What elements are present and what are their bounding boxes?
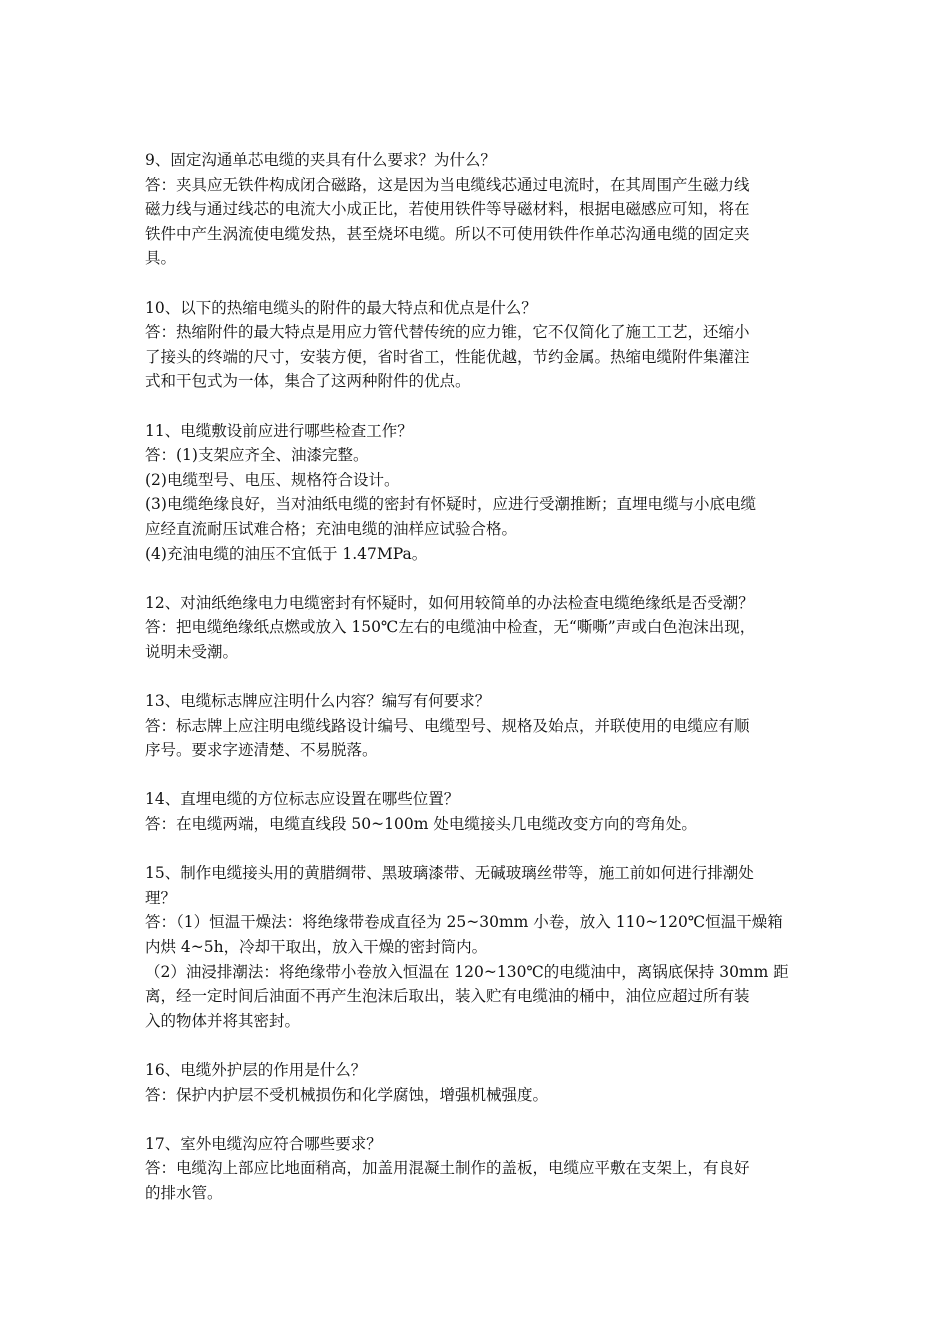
- document-page: [145, 148, 825, 1230]
- question-line: 17、室外电缆沟应符合哪些要求？: [145, 1134, 382, 1153]
- qa-section-16: [145, 1058, 825, 1107]
- qa-section-9: [145, 148, 825, 271]
- answer-line: （2）油浸排潮法：将绝缘带小卷放入恒温在 120~130℃的电缆油中，离锅底保持 30mm 距: [145, 962, 789, 981]
- answer-line: 了接头的终端的尺寸，安装方便，省时省工，性能优越，节约金属。热缩电缆附件集灌注: [145, 347, 750, 366]
- question-line: 14、直埋电缆的方位标志应设置在哪些位置？: [145, 790, 460, 809]
- answer-line: 序号。要求字迹清楚、不易脱落。: [145, 741, 378, 760]
- question-line: 13、电缆标志牌应注明什么内容？编写有何要求？: [145, 692, 491, 711]
- answer-line: 铁件中产生涡流使电缆发热，甚至烧坏电缆。所以不可使用铁件作单芯沟通电缆的固定夹: [145, 224, 750, 243]
- question-line: 16、电缆外护层的作用是什么？: [145, 1060, 367, 1079]
- answer-line: (2)电缆型号、电压、规格符合设计。: [145, 470, 400, 489]
- qa-section-11: [145, 419, 825, 567]
- answer-line: 说明未受潮。: [145, 642, 239, 661]
- answer-line: 具。: [145, 249, 177, 268]
- answer-line: 磁力线与通过线芯的电流大小成正比，若使用铁件等导磁材料，根据电磁感应可知，将在: [145, 200, 750, 219]
- answer-line: 答：保护内护层不受机械损伤和化学腐蚀，增强机械强度。: [145, 1085, 549, 1104]
- question-line: 理？: [145, 888, 177, 907]
- answer-line: 入的物体并将其密封。: [145, 1011, 301, 1030]
- qa-section-14: [145, 787, 825, 836]
- qa-section-13: [145, 689, 825, 763]
- answer-line: 答：电缆沟上部应比地面稍高，加盖用混凝土制作的盖板，电缆应平敷在支架上，有良好: [145, 1159, 750, 1178]
- qa-section-12: [145, 591, 825, 665]
- answer-line: 答：夹具应无铁件构成闭合磁路，这是因为当电缆线芯通过电流时，在其周围产生磁力线: [145, 175, 750, 194]
- question-line: 10、以下的热缩电缆头的附件的最大特点和优点是什么？: [145, 298, 537, 317]
- answer-line: 答：在电缆两端，电缆直线段 50~100m 处电缆接头几电缆改变方向的弯角处。: [145, 815, 697, 834]
- answer-line: 的排水管。: [145, 1183, 223, 1202]
- answer-line: 应经直流耐压试难合格；充油电缆的油样应试验合格。: [145, 519, 518, 538]
- question-line: 12、对油纸绝缘电力电缆密封有怀疑时，如何用较简单的办法检查电缆绝缘纸是否受潮？: [145, 593, 754, 612]
- question-line: 9、固定沟通单芯电缆的夹具有什么要求？为什么？: [145, 151, 496, 169]
- answer-line: 答：（1）恒温干燥法：将绝缘带卷成直径为 25~30mm 小卷，放入 110~120℃恒温干燥箱: [145, 913, 783, 932]
- answer-line: 答：热缩附件的最大特点是用应力管代替传统的应力锥，它不仅简化了施工工艺，还缩小: [145, 323, 750, 342]
- qa-section-15: [145, 861, 825, 1033]
- answer-line: (4)充油电缆的油压不宜低于 1.47MPa。: [145, 544, 428, 563]
- qa-section-17: [145, 1132, 825, 1206]
- answer-line: 答：标志牌上应注明电缆线路设计编号、电缆型号、规格及始点，并联使用的电缆应有顺: [145, 716, 750, 735]
- question-line: 11、电缆敷设前应进行哪些检查工作？: [145, 421, 413, 440]
- answer-line: 答：(1)支架应齐全、油漆完整。: [145, 446, 369, 465]
- answer-line: (3)电缆绝缘良好，当对油纸电缆的密封有怀疑时，应进行受潮推断；直埋电缆与小底电缆: [145, 495, 756, 514]
- question-line: 15、制作电缆接头用的黄腊绸带、黑玻璃漆带、无碱玻璃丝带等，施工前如何进行排潮处: [145, 864, 754, 883]
- answer-line: 式和干包式为一体，集合了这两种附件的优点。: [145, 372, 471, 391]
- answer-line: 内烘 4~5h，冷却干取出，放入干燥的密封筒内。: [145, 938, 488, 956]
- qa-section-10: [145, 296, 825, 394]
- answer-line: 离，经一定时间后油面不再产生泡沫后取出，装入贮有电缆油的桶中，油位应超过所有装: [145, 987, 750, 1006]
- answer-line: 答：把电缆绝缘纸点燃或放入 150℃左右的电缆油中检查，无“嘶嘶”声或白色泡沫出现，: [145, 618, 756, 637]
